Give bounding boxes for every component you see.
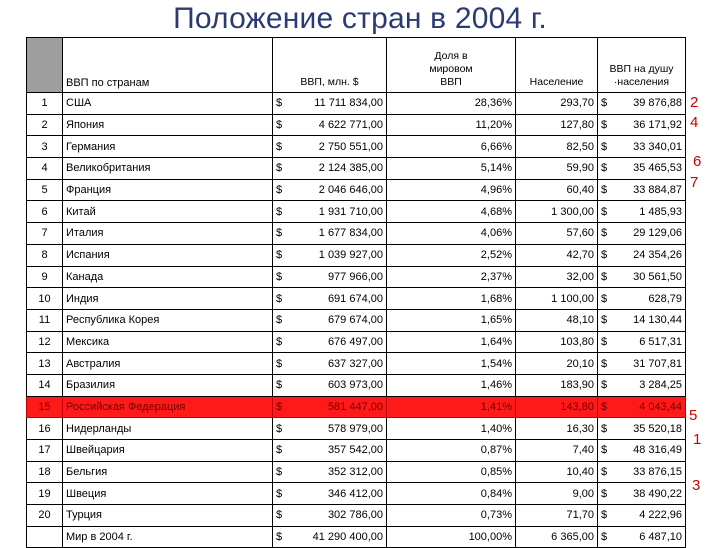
currency-symbol: $	[273, 483, 287, 505]
gdp-share: 4,68%	[387, 201, 516, 223]
gdp-share: 0,87%	[387, 440, 516, 462]
currency-symbol: $	[598, 331, 612, 353]
currency-symbol: $	[598, 526, 612, 548]
rank-mark: 3	[692, 477, 701, 494]
header-corner	[27, 38, 63, 93]
country-name: Франция	[63, 179, 273, 201]
population-value: 6 365,00	[516, 526, 598, 548]
gdp-value: 41 290 400,00	[287, 526, 387, 548]
population-value: 59,90	[516, 158, 598, 180]
gdp-share: 1,64%	[387, 331, 516, 353]
gdp-value: 637 327,00	[287, 353, 387, 375]
population-value: 1 100,00	[516, 288, 598, 310]
gdp-table	[26, 37, 686, 548]
currency-symbol: $	[598, 114, 612, 136]
currency-symbol: $	[598, 136, 612, 158]
currency-symbol: $	[598, 440, 612, 462]
table-row	[27, 179, 686, 201]
gdp-share: 1,68%	[387, 288, 516, 310]
country-name: Италия	[63, 223, 273, 245]
currency-symbol: $	[598, 505, 612, 527]
country-name: Канада	[63, 266, 273, 288]
header-share-line3: ВВП	[440, 76, 462, 88]
country-name: Турция	[63, 505, 273, 527]
header-share	[387, 38, 516, 93]
country-name: Великобритания	[63, 158, 273, 180]
per-capita-value: 36 171,92	[612, 114, 686, 136]
page-title: Положение стран в 2004 г.	[173, 2, 547, 35]
per-capita-value: 4 043,44	[612, 396, 686, 418]
country-name: Китай	[63, 201, 273, 223]
per-capita-value: 3 284,25	[612, 374, 686, 396]
population-value: 7,40	[516, 440, 598, 462]
header-per-capita-line1: ВВП на душу	[609, 63, 674, 75]
currency-symbol: $	[273, 114, 287, 136]
gdp-value: 603 973,00	[287, 374, 387, 396]
currency-symbol: $	[598, 483, 612, 505]
gdp-value: 691 674,00	[287, 288, 387, 310]
currency-symbol: $	[598, 288, 612, 310]
country-name: Швейцария	[63, 440, 273, 462]
gdp-share: 1,54%	[387, 353, 516, 375]
gdp-value: 2 046 646,00	[287, 179, 387, 201]
per-capita-value: 48 316,49	[612, 440, 686, 462]
currency-symbol: $	[273, 288, 287, 310]
population-value: 20,10	[516, 353, 598, 375]
gdp-share: 1,40%	[387, 418, 516, 440]
table-row	[27, 374, 686, 396]
population-value: 293,70	[516, 93, 598, 115]
currency-symbol: $	[273, 223, 287, 245]
currency-symbol: $	[273, 309, 287, 331]
gdp-value: 1 677 834,00	[287, 223, 387, 245]
population-value: 1 300,00	[516, 201, 598, 223]
country-name: Испания	[63, 244, 273, 266]
gdp-value: 2 124 385,00	[287, 158, 387, 180]
per-capita-value: 39 876,88	[612, 93, 686, 115]
country-name: Республика Корея	[63, 309, 273, 331]
currency-symbol: $	[598, 374, 612, 396]
per-capita-value: 6 517,31	[612, 331, 686, 353]
per-capita-value: 35 465,53	[612, 158, 686, 180]
row-number: 16	[27, 418, 63, 440]
currency-symbol: $	[598, 418, 612, 440]
currency-symbol: $	[273, 440, 287, 462]
gdp-value: 1 931 710,00	[287, 201, 387, 223]
currency-symbol: $	[598, 461, 612, 483]
population-value: 9,00	[516, 483, 598, 505]
population-value: 60,40	[516, 179, 598, 201]
currency-symbol: $	[598, 201, 612, 223]
table-row	[27, 440, 686, 462]
country-name: Швеция	[63, 483, 273, 505]
rank-mark: 6	[693, 153, 702, 170]
row-number: 20	[27, 505, 63, 527]
table-row	[27, 136, 686, 158]
table-row	[27, 309, 686, 331]
table-row	[27, 418, 686, 440]
row-number: 5	[27, 179, 63, 201]
gdp-share: 1,46%	[387, 374, 516, 396]
gdp-share: 1,41%	[387, 396, 516, 418]
row-number	[27, 526, 63, 548]
gdp-share: 5,14%	[387, 158, 516, 180]
per-capita-value: 14 130,44	[612, 309, 686, 331]
currency-symbol: $	[273, 158, 287, 180]
row-number: 1	[27, 93, 63, 115]
currency-symbol: $	[273, 266, 287, 288]
gdp-share: 100,00%	[387, 526, 516, 548]
gdp-value: 2 750 551,00	[287, 136, 387, 158]
gdp-value: 1 039 927,00	[287, 244, 387, 266]
gdp-share: 2,37%	[387, 266, 516, 288]
currency-symbol: $	[273, 93, 287, 115]
gdp-value: 581 447,00	[287, 396, 387, 418]
currency-symbol: $	[598, 93, 612, 115]
gdp-value: 578 979,00	[287, 418, 387, 440]
per-capita-value: 33 876,15	[612, 461, 686, 483]
currency-symbol: $	[273, 179, 287, 201]
gdp-value: 4 622 771,00	[287, 114, 387, 136]
country-name: США	[63, 93, 273, 115]
country-name: Нидерланды	[63, 418, 273, 440]
population-value: 82,50	[516, 136, 598, 158]
header-country: ВВП по странам	[63, 38, 273, 93]
currency-symbol: $	[598, 158, 612, 180]
header-per-capita	[598, 38, 686, 93]
population-value: 127,80	[516, 114, 598, 136]
population-value: 57,60	[516, 223, 598, 245]
table-row	[27, 461, 686, 483]
per-capita-value: 35 520,18	[612, 418, 686, 440]
country-name: Мир в 2004 г.	[63, 526, 273, 548]
currency-symbol: $	[598, 396, 612, 418]
rank-mark: 7	[690, 174, 699, 191]
currency-symbol: $	[273, 526, 287, 548]
gdp-share: 28,36%	[387, 93, 516, 115]
header-share-line2: мировом	[429, 63, 473, 75]
currency-symbol: $	[273, 418, 287, 440]
population-value: 183,90	[516, 374, 598, 396]
gdp-value: 352 312,00	[287, 461, 387, 483]
country-name: Япония	[63, 114, 273, 136]
currency-symbol: $	[598, 223, 612, 245]
currency-symbol: $	[273, 374, 287, 396]
row-number: 9	[27, 266, 63, 288]
currency-symbol: $	[273, 331, 287, 353]
gdp-share: 0,84%	[387, 483, 516, 505]
table-row	[27, 93, 686, 115]
row-number: 11	[27, 309, 63, 331]
country-name: Российская Федерация	[63, 396, 273, 418]
rank-mark: 2	[690, 94, 699, 111]
per-capita-value: 24 354,26	[612, 244, 686, 266]
population-value: 42,70	[516, 244, 598, 266]
per-capita-value: 33 884,87	[612, 179, 686, 201]
row-number: 7	[27, 223, 63, 245]
per-capita-value: 33 340,01	[612, 136, 686, 158]
currency-symbol: $	[273, 136, 287, 158]
currency-symbol: $	[273, 396, 287, 418]
country-name: Германия	[63, 136, 273, 158]
population-value: 71,70	[516, 505, 598, 527]
rank-mark: 1	[693, 431, 702, 448]
per-capita-value: 6 487,10	[612, 526, 686, 548]
per-capita-value: 4 222,96	[612, 505, 686, 527]
table-row	[27, 483, 686, 505]
row-number: 13	[27, 353, 63, 375]
rank-mark: 5	[689, 407, 698, 424]
table-row	[27, 353, 686, 375]
table-row	[27, 288, 686, 310]
header-per-capita-line2: ·населения	[613, 76, 670, 88]
per-capita-value: 30 561,50	[612, 266, 686, 288]
row-number: 19	[27, 483, 63, 505]
row-number: 15	[27, 396, 63, 418]
per-capita-value: 31 707,81	[612, 353, 686, 375]
population-value: 48,10	[516, 309, 598, 331]
header-population: Население	[516, 38, 598, 93]
header-gdp: ВВП, млн. $	[273, 38, 387, 93]
row-number: 18	[27, 461, 63, 483]
row-number: 2	[27, 114, 63, 136]
table-row	[27, 114, 686, 136]
population-value: 143,80	[516, 396, 598, 418]
population-value: 32,00	[516, 266, 598, 288]
row-number: 4	[27, 158, 63, 180]
row-number: 8	[27, 244, 63, 266]
country-name: Австралия	[63, 353, 273, 375]
per-capita-value: 29 129,06	[612, 223, 686, 245]
table-row	[27, 244, 686, 266]
row-number: 12	[27, 331, 63, 353]
currency-symbol: $	[273, 244, 287, 266]
currency-symbol: $	[273, 461, 287, 483]
country-name: Мексика	[63, 331, 273, 353]
currency-symbol: $	[598, 266, 612, 288]
currency-symbol: $	[598, 244, 612, 266]
population-value: 16,30	[516, 418, 598, 440]
table-row	[27, 201, 686, 223]
gdp-value: 302 786,00	[287, 505, 387, 527]
gdp-value: 346 412,00	[287, 483, 387, 505]
header-share-line1: Доля в	[434, 50, 468, 62]
gdp-share: 2,52%	[387, 244, 516, 266]
gdp-share: 4,96%	[387, 179, 516, 201]
gdp-value: 977 966,00	[287, 266, 387, 288]
currency-symbol: $	[273, 353, 287, 375]
header-row	[27, 38, 686, 93]
gdp-share: 1,65%	[387, 309, 516, 331]
per-capita-value: 628,79	[612, 288, 686, 310]
currency-symbol: $	[598, 309, 612, 331]
table-row	[27, 331, 686, 353]
currency-symbol: $	[273, 505, 287, 527]
per-capita-value: 1 485,93	[612, 201, 686, 223]
gdp-value: 357 542,00	[287, 440, 387, 462]
per-capita-value: 38 490,22	[612, 483, 686, 505]
gdp-share: 4,06%	[387, 223, 516, 245]
rank-mark: 4	[690, 114, 699, 131]
row-number: 3	[27, 136, 63, 158]
gdp-share: 0,73%	[387, 505, 516, 527]
table-row	[27, 505, 686, 527]
table-row	[27, 158, 686, 180]
currency-symbol: $	[598, 353, 612, 375]
row-number: 6	[27, 201, 63, 223]
row-number: 14	[27, 374, 63, 396]
population-value: 10,40	[516, 461, 598, 483]
total-row	[27, 526, 686, 548]
row-number: 17	[27, 440, 63, 462]
gdp-share: 0,85%	[387, 461, 516, 483]
gdp-share: 6,66%	[387, 136, 516, 158]
currency-symbol: $	[273, 201, 287, 223]
table-row	[27, 223, 686, 245]
gdp-share: 11,20%	[387, 114, 516, 136]
table-row	[27, 396, 686, 418]
gdp-value: 11 711 834,00	[287, 93, 387, 115]
gdp-value: 676 497,00	[287, 331, 387, 353]
country-name: Индия	[63, 288, 273, 310]
population-value: 103,80	[516, 331, 598, 353]
gdp-value: 679 674,00	[287, 309, 387, 331]
table-row	[27, 266, 686, 288]
country-name: Бельгия	[63, 461, 273, 483]
country-name: Бразилия	[63, 374, 273, 396]
currency-symbol: $	[598, 179, 612, 201]
row-number: 10	[27, 288, 63, 310]
